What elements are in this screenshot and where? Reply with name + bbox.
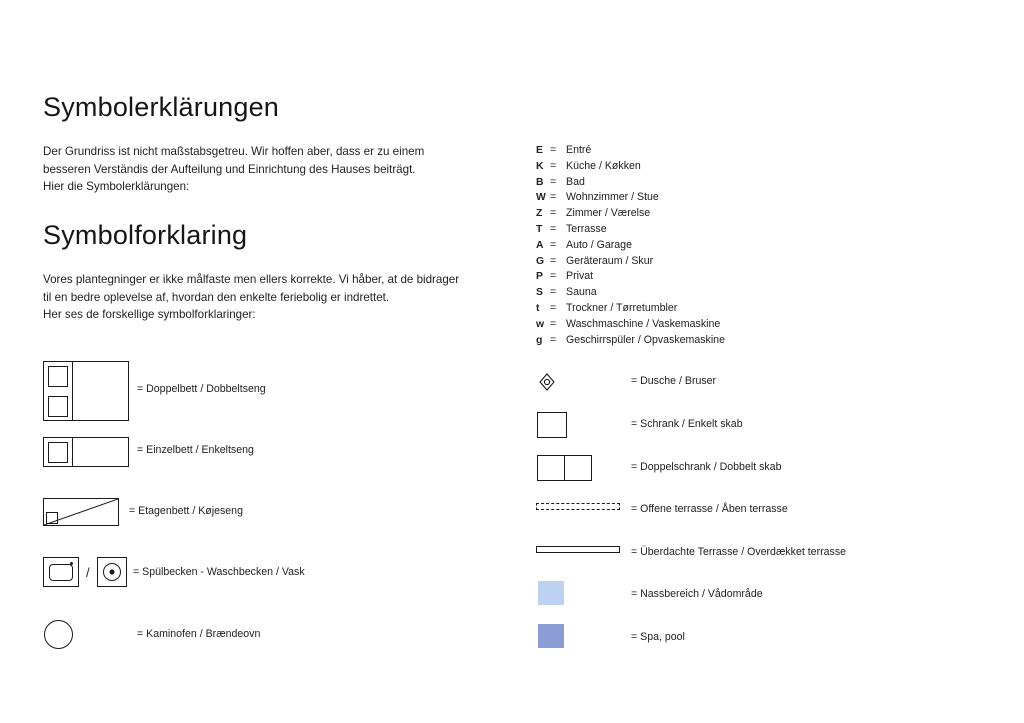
legend-double-bed — [137, 383, 266, 395]
abbreviation-row — [536, 255, 856, 271]
abbreviation-key: B — [536, 176, 544, 188]
legend-open-terrace-label: = Offene terrasse / Åben terrasse — [631, 503, 788, 515]
abbreviation-row — [536, 207, 856, 223]
intro-text-german — [43, 143, 503, 196]
sink-tap-dot — [70, 562, 73, 565]
abbreviation-equals: = — [550, 144, 557, 156]
abbreviation-value: Wohnzimmer / Stue — [566, 191, 659, 204]
abbreviation-key: E — [536, 145, 543, 156]
abbreviation-key: K — [536, 160, 544, 172]
abbreviation-equals: = — [550, 238, 557, 251]
legend-wet-area-label: = Nassbereich / Vådområde — [631, 588, 763, 600]
single-bed-icon — [43, 437, 129, 467]
sink-washbasin-icon-group — [43, 557, 127, 587]
abbreviation-row — [536, 176, 856, 192]
abbreviation-equals: = — [550, 222, 557, 235]
wet-area-swatch — [538, 581, 564, 605]
pillow-icon — [48, 442, 68, 463]
shower-icon — [536, 371, 558, 393]
legend-bunk-bed-label: = Etagenbett / Køjeseng — [129, 505, 243, 517]
legend-fireplace — [137, 628, 260, 640]
covered-terrace-icon — [536, 546, 620, 553]
abbreviation-equals: = — [550, 175, 557, 188]
abbreviation-value: Entré — [566, 144, 592, 156]
legend-open-terrace — [631, 503, 788, 515]
abbreviation-value: Bad — [566, 175, 585, 188]
intro-line-da-2: til en bedre oplevelse af, hvordan den enkelte feriebolig er indrettet. — [43, 290, 390, 304]
sink-basin-shape — [49, 564, 73, 581]
abbreviation-key: w — [536, 318, 545, 330]
intro-line-da-3: Her ses de forskellige symbolforklaringer: — [43, 308, 256, 321]
legend-sink-label: = Spülbecken - Waschbecken / Vask — [133, 566, 305, 578]
intro-line-de-3: Hier die Symbolerklärungen: — [43, 180, 190, 193]
abbreviation-key: W — [536, 192, 546, 204]
abbreviation-equals: = — [550, 254, 557, 267]
washbasin-icon — [97, 557, 127, 587]
legend-wardrobe-label: = Schrank / Enkelt skab — [631, 418, 743, 430]
sink-icon — [43, 557, 79, 587]
intro-line-da-1: Vores plantegninger er ikke målfaste men ellers korrekte. Vi håber, at de bidrager — [43, 273, 460, 286]
legend-wardrobe — [631, 418, 743, 430]
intro-line-de-1: Der Grundriss ist nicht maßstabsgetreu. Wir hoffen aber, dass er zu einem — [43, 145, 425, 158]
abbreviation-row — [536, 286, 856, 302]
legend-double-bed-label: = Doppelbett / Dobbeltseng — [137, 383, 266, 395]
fireplace-icon — [44, 620, 73, 649]
abbreviation-equals: = — [550, 191, 557, 204]
abbreviation-equals: = — [550, 207, 557, 220]
legend-single-bed — [137, 444, 254, 456]
abbreviation-key: S — [536, 287, 543, 299]
double-bed-icon — [43, 361, 129, 421]
pillow-icon — [48, 366, 68, 387]
abbreviation-key: A — [536, 239, 544, 251]
abbreviation-row — [536, 302, 856, 318]
abbreviation-row — [536, 239, 856, 255]
open-terrace-icon — [536, 503, 620, 510]
intro-text-danish — [43, 271, 503, 324]
abbreviation-row — [536, 223, 856, 239]
abbreviation-key: g — [536, 334, 543, 346]
abbreviation-value: Zimmer / Værelse — [566, 207, 651, 220]
legend-bunk-bed — [129, 505, 243, 517]
bed-divider — [72, 438, 73, 466]
abbreviation-key: t — [536, 302, 540, 314]
sink-separator: / — [86, 564, 90, 580]
page-title-danish: Symbolforklaring — [43, 220, 248, 250]
legend-wardrobe-double — [631, 461, 781, 473]
abbreviation-key: G — [536, 255, 545, 267]
abbreviation-value: Auto / Garage — [566, 238, 632, 251]
legend-sink — [133, 566, 305, 578]
abbreviation-value: Geräteraum / Skur — [566, 254, 654, 267]
abbreviation-row — [536, 270, 856, 286]
abbreviation-equals: = — [550, 333, 557, 346]
legend-single-bed-label: = Einzelbett / Enkeltseng — [137, 444, 254, 456]
abbreviation-value: Geschirrspüler / Opvaskemaskine — [566, 333, 725, 346]
abbreviation-equals: = — [550, 159, 557, 172]
wardrobe-divider — [564, 456, 565, 480]
legend-shower-label: = Dusche / Bruser — [631, 375, 717, 387]
legend-fireplace-label: = Kaminofen / Brændeovn — [137, 628, 261, 640]
legend-wardrobe-double-label: = Doppelschrank / Dobbelt skab — [631, 461, 782, 473]
intro-line-de-2: besseren Verständis der Aufteilung und Einrichtung des Hauses beiträgt. — [43, 162, 416, 176]
abbreviation-key: T — [536, 223, 543, 235]
abbreviation-equals: = — [550, 286, 557, 299]
abbreviation-value: Küche / Køkken — [566, 159, 641, 172]
legend-covered-terrace-label: = Überdachte Terrasse / Overdækket terrasse — [631, 546, 847, 558]
abbreviation-value: Privat — [566, 270, 594, 283]
abbreviation-value: Sauna — [566, 286, 597, 299]
abbreviation-row — [536, 144, 856, 160]
page-title-german: Symbolerklärungen — [43, 92, 280, 122]
wardrobe-icon — [537, 412, 567, 438]
legend-spa-pool-label: = Spa, pool — [631, 631, 685, 643]
abbreviation-key: P — [536, 271, 543, 283]
abbreviation-value: Terrasse — [566, 222, 607, 235]
abbreviation-equals: = — [550, 301, 557, 314]
abbreviation-row — [536, 318, 856, 334]
bunk-bed-icon — [43, 498, 119, 526]
abbreviation-list — [536, 144, 856, 349]
legend-wet-area — [631, 588, 763, 600]
abbreviation-row — [536, 160, 856, 176]
pillow-icon — [48, 396, 68, 417]
spa-pool-swatch — [538, 624, 564, 648]
legend-spa-pool — [631, 631, 685, 643]
double-wardrobe-icon — [537, 455, 592, 481]
abbreviation-equals: = — [550, 270, 557, 283]
abbreviation-value: Waschmaschine / Vaskemaskine — [566, 317, 721, 330]
abbreviation-equals: = — [550, 317, 557, 330]
abbreviation-row — [536, 334, 856, 350]
pillow-icon — [46, 512, 58, 524]
abbreviation-value: Trockner / Tørretumbler — [566, 301, 678, 314]
bed-divider — [72, 362, 73, 420]
legend-covered-terrace — [631, 546, 846, 558]
abbreviation-key: Z — [536, 208, 543, 220]
legend-shower — [631, 375, 716, 387]
washbasin-drain-dot — [109, 570, 114, 575]
abbreviation-row — [536, 191, 856, 207]
